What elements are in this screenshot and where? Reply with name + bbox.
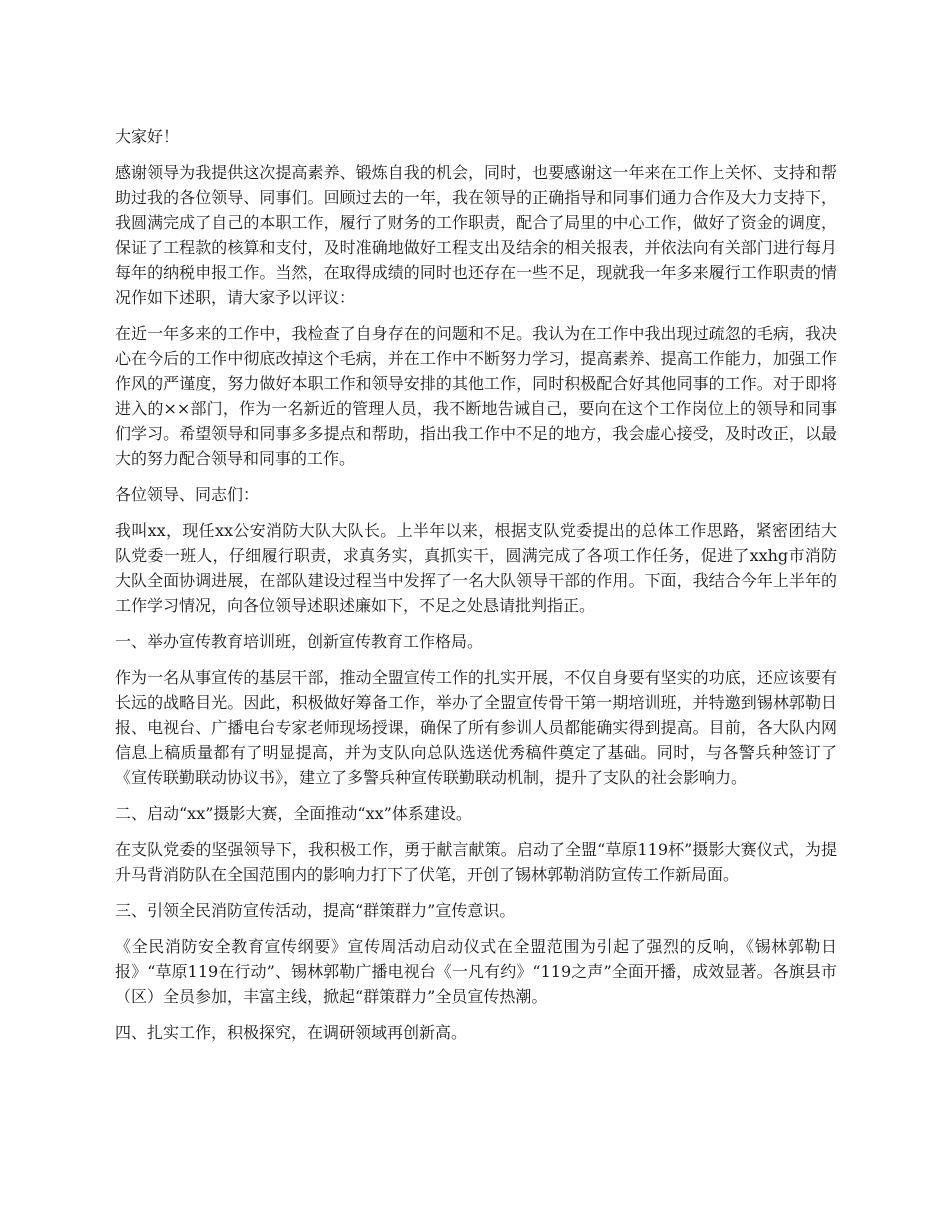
body-paragraph: 在支队党委的坚强领导下，我积极工作，勇于献言献策。启动了全盟“草原119杯”摄影大赛仪式，为提升马背消防队在全国范围内的影响力打下了伏笔，开创了锡林郭勒消防宣传工作新局面。 xyxy=(115,840,837,884)
body-paragraph: 《全民消防安全教育宣传纲要》宣传周活动启动仪式在全盟范围为引起了强烈的反响，《锡林郭勒日报》“草原119在行动”、锡林郭勒广播电视台《一凡有约》“119之声”全面开播，成效显著。各旗县市（区）全员参加，丰富主线，掀起“群策群力”全员宣传热潮。 xyxy=(115,937,837,1006)
section-heading: 三、引领全民消防宣传活动，提高“群策群力”宣传意识。 xyxy=(115,901,516,920)
body-paragraph: 在近一年多来的工作中，我检查了自身存在的问题和不足。我认为在工作中我出现过疏忽的毛病，我决心在今后的工作中彻底改掉这个毛病，并在工作中不断努力学习，提高素养、提高工作能力，加强工作作风的严谨度，努力做好本职工作和领导安排的其他工作，同时积极配合好其他同事的工作。对于即将进入的××部门，作为一名新近的管理人员，我不断地告诫自己，要向在这个工作岗位上的领导和同事们学习。希望领导和同事多多提点和帮助，指出我工作中不足的地方，我会虚心接受，及时改正，以最大的努力配合领导和同事的工作。 xyxy=(115,324,837,468)
document-page xyxy=(115,124,837,1056)
body-paragraph: 感谢领导为我提供这次提高素养、锻炼自我的机会，同时，也要感谢这一年来在工作上关怀、支持和帮助过我的各位领导、同事们。回顾过去的一年，我在领导的正确指导和同事们通力合作及大力支持下，我圆满完成了自己的本职工作，履行了财务的工作职责，配合了局里的中心工作，做好了资金的调度，保证了工程款的核算和支付，及时准确地做好工程支出及结余的相关报表，并依法向有关部门进行每月每年的纳税申报工作。当然，在取得成绩的同时也还存在一些不足，现就我一年多来履行工作职责的情况作如下述职，请大家予以评议： xyxy=(115,163,837,307)
salutation: 各位领导、同志们： xyxy=(115,485,260,504)
section-heading: 四、扎实工作，积极探究，在调研领域再创新高。 xyxy=(115,1023,468,1042)
section-heading: 二、启动“xx”摄影大赛，全面推动“xx”体系建设。 xyxy=(115,804,472,823)
body-paragraph: 我叫xx，现任xx公安消防大队大队长。上半年以来，根据支队党委提出的总体工作思路，紧密团结大队党委一班人，仔细履行职责，求真务实，真抓实干，圆满完成了各项工作任务，促进了xxhg市消防大队全面协调进展，在部队建设过程当中发挥了一名大队领导干部的作用。下面，我结合今年上半年的工作学习情况，向各位领导述职述廉如下，不足之处恳请批判指正。 xyxy=(115,521,837,615)
body-paragraph: 作为一名从事宣传的基层干部，推动全盟宣传工作的扎实开展，不仅自身要有坚实的功底，还应该要有长远的战略目光。因此，积极做好筹备工作，举办了全盟宣传骨干第一期培训班，并特邀到锡林郭勒日报、电视台、广播电台专家老师现场授课，确保了所有参训人员都能确实得到提高。目前，各大队内网信息上稿质量都有了明显提高，并为支队向总队选送优秀稿件奠定了基础。同时，与各警兵种签订了《宣传联勤联动协议书》，建立了多警兵种宣传联勤联动机制，提升了支队的社会影响力。 xyxy=(115,668,837,787)
section-heading: 一、举办宣传教育培训班，创新宣传教育工作格局。 xyxy=(115,632,484,651)
greeting: 大家好！ xyxy=(115,127,180,146)
